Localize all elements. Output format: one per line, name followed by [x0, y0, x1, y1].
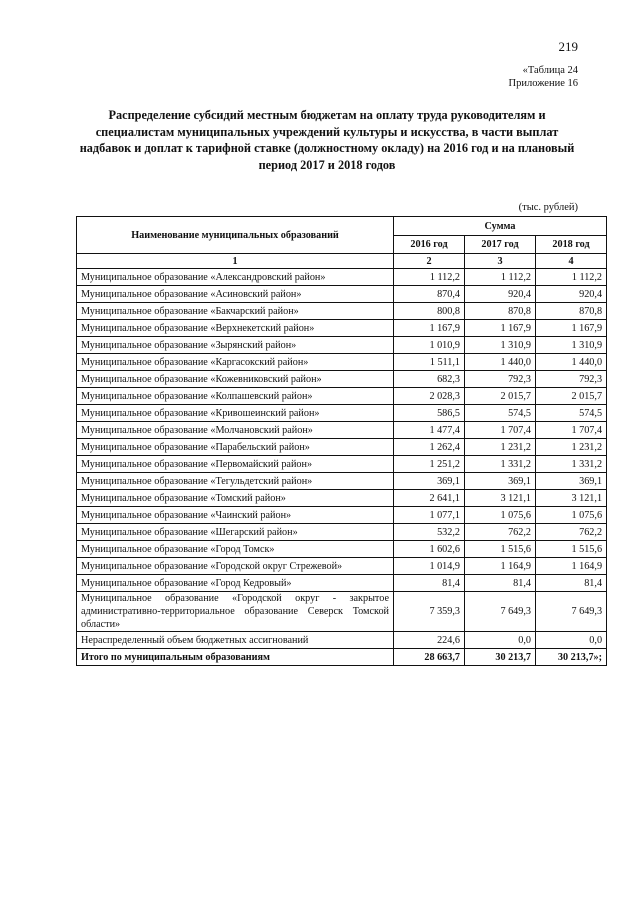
municipality-name: Муниципальное образование «Кожевниковский район» — [77, 371, 394, 388]
table-row — [77, 632, 607, 649]
value-2017: 870,8 — [465, 303, 536, 320]
value-2017: 574,5 — [465, 405, 536, 422]
header-year-2017: 2017 год — [465, 236, 536, 254]
municipality-name: Нераспределенный объем бюджетных ассигнований — [77, 632, 394, 649]
value-2018: 920,4 — [536, 286, 607, 303]
table-row — [77, 337, 607, 354]
value-2018: 1 164,9 — [536, 558, 607, 575]
value-2017: 0,0 — [465, 632, 536, 649]
column-index: 4 — [536, 254, 607, 269]
municipality-name: Муниципальное образование «Чаинский район» — [77, 507, 394, 524]
header-year-2016: 2016 год — [394, 236, 465, 254]
municipality-name: Муниципальное образование «Город Томск» — [77, 541, 394, 558]
table-row — [77, 592, 607, 632]
table-row — [77, 371, 607, 388]
municipality-name: Муниципальное образование «Шегарский район» — [77, 524, 394, 541]
value-2016: 7 359,3 — [394, 592, 465, 632]
value-2018: 1 231,2 — [536, 439, 607, 456]
municipality-name: Муниципальное образование «Каргасокский район» — [77, 354, 394, 371]
value-2017: 1 331,2 — [465, 456, 536, 473]
table-row — [77, 388, 607, 405]
table-row — [77, 558, 607, 575]
table-row — [77, 473, 607, 490]
value-2018: 870,8 — [536, 303, 607, 320]
value-2018: 762,2 — [536, 524, 607, 541]
value-2016: 1 602,6 — [394, 541, 465, 558]
municipality-name: Муниципальное образование «Тегульдетский район» — [77, 473, 394, 490]
municipality-name: Муниципальное образование «Верхнекетский район» — [77, 320, 394, 337]
total-2017: 30 213,7 — [465, 649, 536, 666]
header-year-2018: 2018 год — [536, 236, 607, 254]
value-2016: 532,2 — [394, 524, 465, 541]
value-2018: 7 649,3 — [536, 592, 607, 632]
value-2016: 1 477,4 — [394, 422, 465, 439]
table-row — [77, 575, 607, 592]
table-ref-line1: «Таблица 24 — [522, 65, 578, 76]
municipality-name: Муниципальное образование «Томский район» — [77, 490, 394, 507]
value-2016: 81,4 — [394, 575, 465, 592]
table-row — [77, 524, 607, 541]
value-2018: 1 515,6 — [536, 541, 607, 558]
header-name: Наименование муниципальных образований — [77, 217, 394, 254]
municipality-name: Муниципальное образование «Колпашевский район» — [77, 388, 394, 405]
value-2018: 792,3 — [536, 371, 607, 388]
document-title: Распределение субсидий местным бюджетам на оплату труда руководителям и специалистам муниципальных учреждений культуры и искусства, в части выплат надбавок и доплат к тарифной ставке (должностному окладу) на 2016 год и на плановый период 2017 и 2018 годов — [79, 108, 575, 172]
municipality-name: Муниципальное образование «Кривошеинский район» — [77, 405, 394, 422]
table-row — [77, 507, 607, 524]
value-2016: 1 262,4 — [394, 439, 465, 456]
value-2018: 369,1 — [536, 473, 607, 490]
page-number: 219 — [558, 39, 578, 54]
value-2016: 2 641,1 — [394, 490, 465, 507]
municipality-name: Муниципальное образование «Первомайский район» — [77, 456, 394, 473]
table-row — [77, 354, 607, 371]
table-row — [77, 422, 607, 439]
value-2017: 1 167,9 — [465, 320, 536, 337]
municipality-name: Муниципальное образование «Зырянский район» — [77, 337, 394, 354]
municipality-name: Муниципальное образование «Бакчарский район» — [77, 303, 394, 320]
total-2016: 28 663,7 — [394, 649, 465, 666]
value-2017: 369,1 — [465, 473, 536, 490]
municipality-name: Муниципальное образование «Молчановский район» — [77, 422, 394, 439]
value-2017: 762,2 — [465, 524, 536, 541]
table-row — [77, 269, 607, 286]
value-2018: 81,4 — [536, 575, 607, 592]
value-2016: 682,3 — [394, 371, 465, 388]
table-row — [77, 541, 607, 558]
value-2018: 1 075,6 — [536, 507, 607, 524]
value-2016: 586,5 — [394, 405, 465, 422]
value-2018: 1 331,2 — [536, 456, 607, 473]
value-2016: 1 014,9 — [394, 558, 465, 575]
value-2017: 792,3 — [465, 371, 536, 388]
value-2016: 1 077,1 — [394, 507, 465, 524]
value-2017: 1 231,2 — [465, 439, 536, 456]
value-2017: 1 515,6 — [465, 541, 536, 558]
table-row — [77, 490, 607, 507]
value-2016: 1 511,1 — [394, 354, 465, 371]
total-2018: 30 213,7»; — [536, 649, 607, 666]
value-2016: 1 010,9 — [394, 337, 465, 354]
header-sum: Сумма — [394, 217, 607, 236]
table-reference — [509, 64, 578, 90]
column-index: 3 — [465, 254, 536, 269]
value-2017: 81,4 — [465, 575, 536, 592]
total-label: Итого по муниципальным образованиям — [77, 649, 394, 666]
value-2017: 1 310,9 — [465, 337, 536, 354]
value-2016: 1 251,2 — [394, 456, 465, 473]
value-2018: 1 440,0 — [536, 354, 607, 371]
value-2016: 870,4 — [394, 286, 465, 303]
value-2017: 3 121,1 — [465, 490, 536, 507]
value-2018: 1 167,9 — [536, 320, 607, 337]
value-2018: 1 310,9 — [536, 337, 607, 354]
municipality-name: Муниципальное образование «Асиновский район» — [77, 286, 394, 303]
municipality-name: Муниципальное образование «Городской округ - закрытое административно-территориальное образование Северск Томской области» — [77, 592, 394, 632]
units-label: (тыс. рублей) — [518, 202, 578, 213]
value-2016: 1 112,2 — [394, 269, 465, 286]
value-2018: 1 112,2 — [536, 269, 607, 286]
value-2018: 0,0 — [536, 632, 607, 649]
value-2017: 1 075,6 — [465, 507, 536, 524]
municipality-name: Муниципальное образование «Парабельский район» — [77, 439, 394, 456]
table-row — [77, 456, 607, 473]
value-2018: 574,5 — [536, 405, 607, 422]
municipality-name: Муниципальное образование «Город Кедровый» — [77, 575, 394, 592]
table-body — [77, 269, 607, 666]
table-row — [77, 405, 607, 422]
column-index: 2 — [394, 254, 465, 269]
value-2016: 2 028,3 — [394, 388, 465, 405]
table-ref-line2: Приложение 16 — [508, 78, 578, 89]
table-row — [77, 303, 607, 320]
value-2016: 1 167,9 — [394, 320, 465, 337]
value-2017: 1 164,9 — [465, 558, 536, 575]
value-2018: 2 015,7 — [536, 388, 607, 405]
municipality-name: Муниципальное образование «Городской округ Стрежевой» — [77, 558, 394, 575]
value-2017: 1 440,0 — [465, 354, 536, 371]
column-index: 1 — [77, 254, 394, 269]
table-row — [77, 286, 607, 303]
value-2016: 224,6 — [394, 632, 465, 649]
value-2018: 1 707,4 — [536, 422, 607, 439]
value-2016: 369,1 — [394, 473, 465, 490]
subsidy-table — [76, 216, 607, 666]
table-row — [77, 439, 607, 456]
value-2018: 3 121,1 — [536, 490, 607, 507]
value-2017: 920,4 — [465, 286, 536, 303]
value-2017: 1 707,4 — [465, 422, 536, 439]
table-row — [77, 320, 607, 337]
value-2017: 7 649,3 — [465, 592, 536, 632]
municipality-name: Муниципальное образование «Александровский район» — [77, 269, 394, 286]
value-2017: 1 112,2 — [465, 269, 536, 286]
total-row — [77, 649, 607, 666]
value-2016: 800,8 — [394, 303, 465, 320]
value-2017: 2 015,7 — [465, 388, 536, 405]
